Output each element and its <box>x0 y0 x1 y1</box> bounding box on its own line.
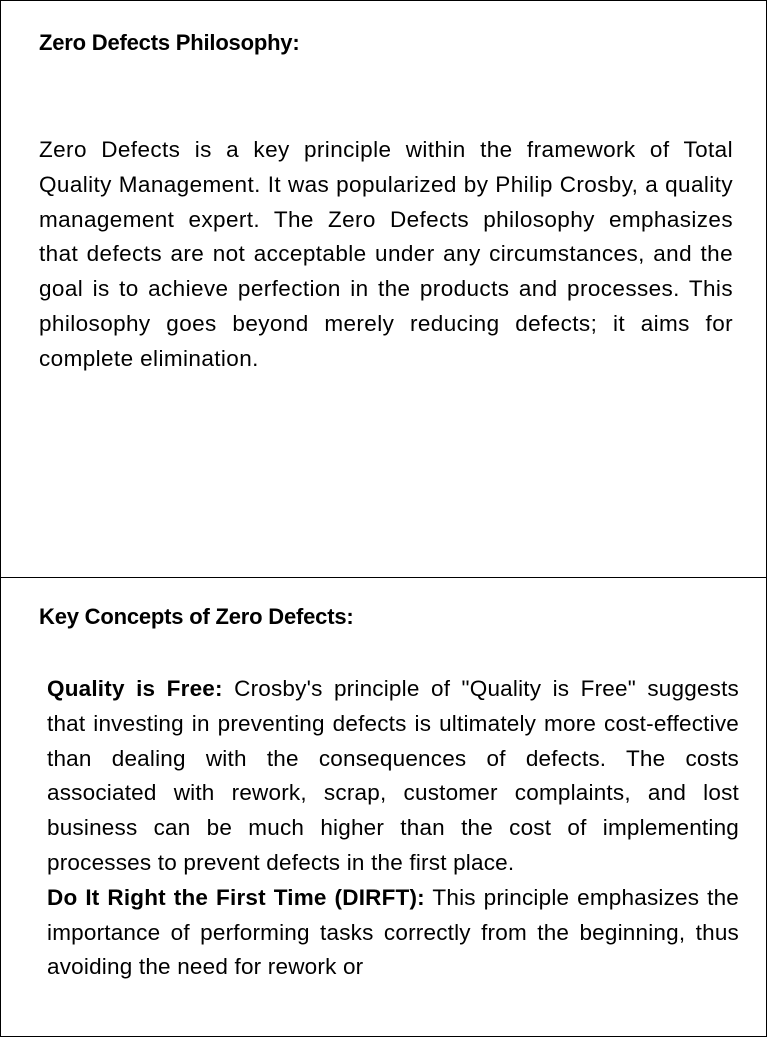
concept-title: Quality is Free: <box>47 676 223 701</box>
section-body-paragraph: Zero Defects is a key principle within the framework of Total Quality Management. It was popularized by Philip Crosby, a quality management expert. The Zero Defects philosophy emphasizes that defects are not acceptable under any circumstances, and the goal is to achieve perfection in the products and processes. This philosophy goes beyond merely reducing defects; it aims for complete elimination. <box>39 137 733 371</box>
concept-description: This principle emphasizes the importance of performing tasks correctly from the beginning, thus avoiding the need for rework or <box>47 884 740 980</box>
section-heading: Key Concepts of Zero Defects: <box>39 604 354 629</box>
concept-dirft <box>47 881 739 985</box>
concepts-list <box>47 672 739 985</box>
concept-description: Crosby's principle of "Quality is Free" suggests that investing in preventing defects is ultimately more cost-effective than dealing with the consequences of defects. The costs associated with rework, scrap, customer complaints, and lost business can be much higher than the cost of implementing processes to prevent defects in the first place. <box>47 676 739 875</box>
section-heading: Zero Defects Philosophy: <box>39 30 300 55</box>
concept-title: Do It Right the First Time (DIRFT): <box>47 884 425 910</box>
key-concepts-panel <box>0 577 767 1037</box>
concept-quality-is-free <box>47 672 739 881</box>
